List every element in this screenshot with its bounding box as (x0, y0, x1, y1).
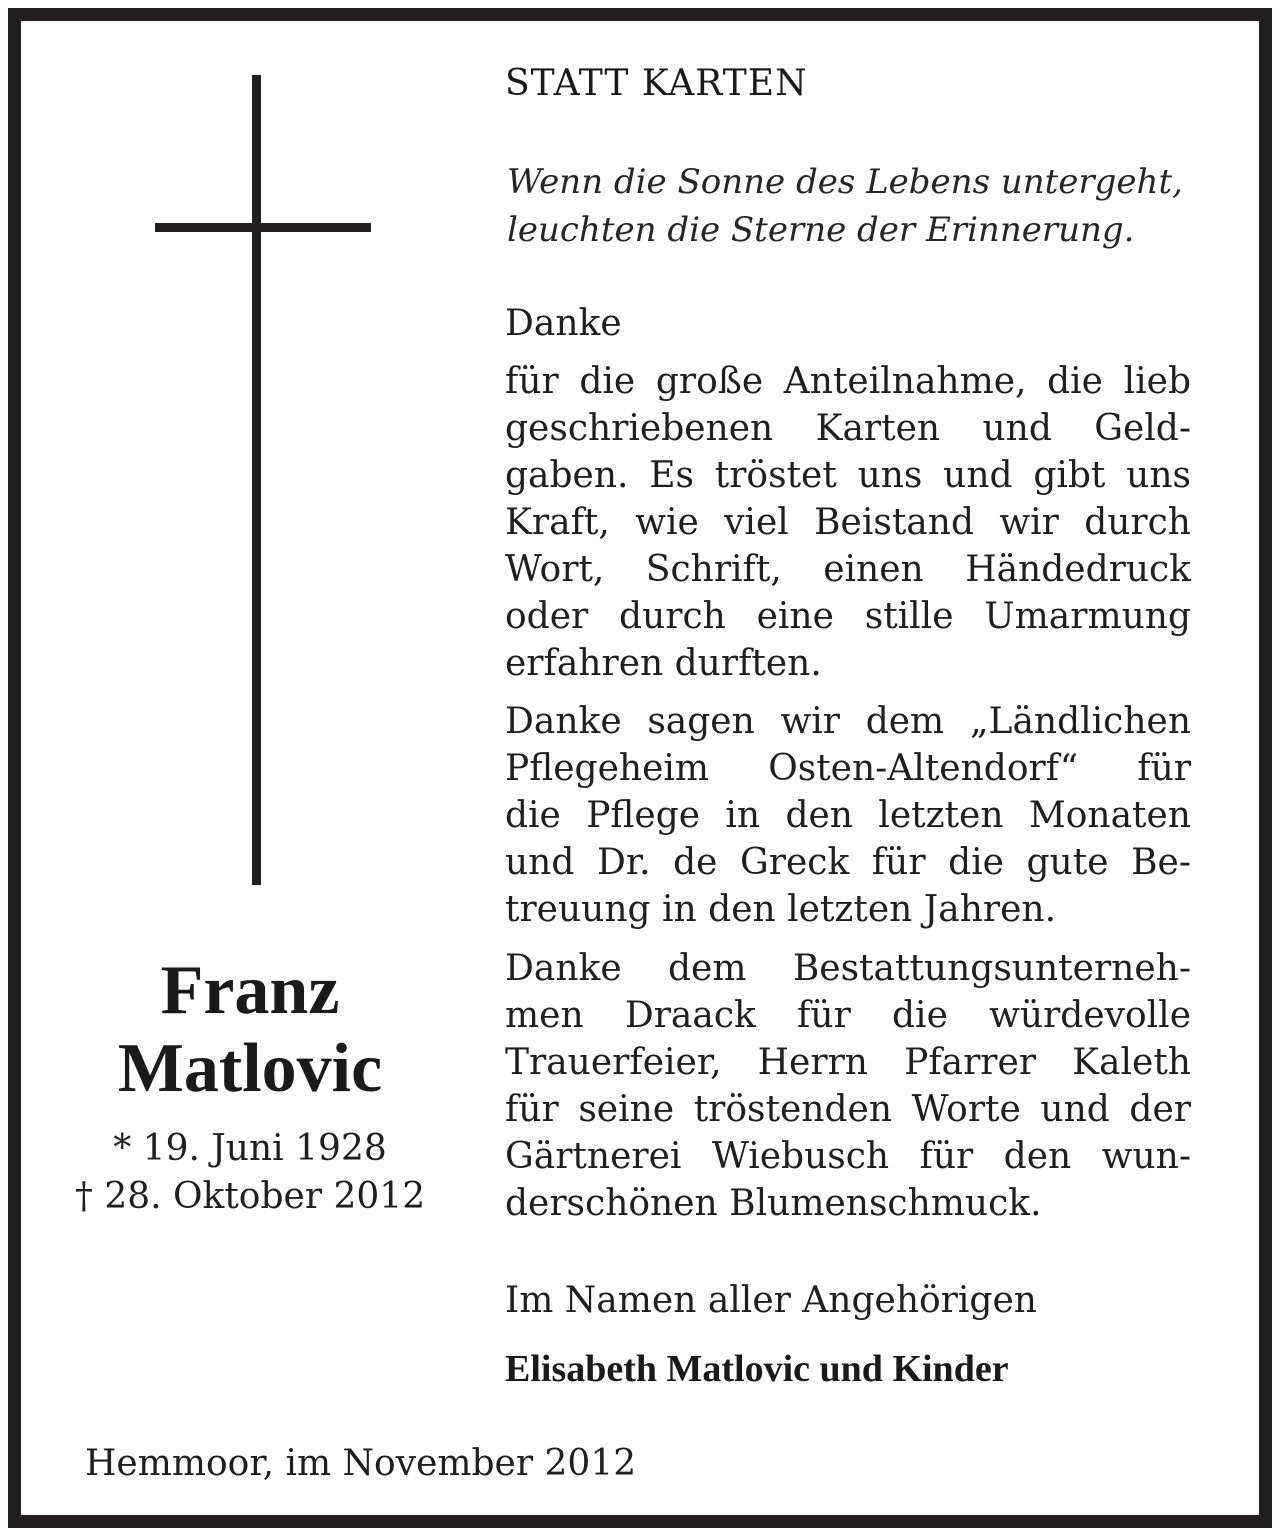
paragraph-line: und Dr. de Greck für die gute Be- (505, 842, 1191, 883)
closing-line: Im Namen aller Angehörigen (505, 1280, 1037, 1321)
birth-date: * 19. Juni 1928 (113, 1128, 387, 1169)
quote-line: Wenn die Sonne des Lebens untergeht, (507, 162, 1183, 202)
paragraph-line: men Draack für die würdevolle (505, 995, 1191, 1036)
deceased-last-name: Matlovic (117, 1030, 383, 1107)
heading-statt-karten: STATT KARTEN (505, 63, 808, 104)
paragraph-line: treuung in den letzten Jahren. (505, 889, 1057, 930)
paragraph-line: Trauerfeier, Herrn Pfarrer Kaleth (505, 1042, 1191, 1083)
paragraph-line: für die große Anteilnahme, die lieb (505, 361, 1191, 402)
deceased-first-name: Franz (160, 952, 340, 1029)
signer-name: Elisabeth Matlovic und Kinder (505, 1348, 1009, 1390)
paragraph-line: oder durch eine stille Umarmung (505, 596, 1191, 637)
cross-vertical-bar (252, 75, 261, 885)
paragraph-line: die Pflege in den letzten Monaten (505, 795, 1191, 836)
cross-horizontal-bar (155, 223, 371, 232)
thanks-paragraph-1 (505, 358, 1191, 687)
paragraph-line: derschönen Blumenschmuck. (505, 1183, 1042, 1224)
paragraph-line: Danke dem Bestattungsunterneh- (505, 948, 1191, 989)
paragraph-line: Gärtnerei Wiebusch für den wun- (505, 1136, 1191, 1177)
paragraph-line: gaben. Es tröstet uns und gibt uns (505, 455, 1191, 496)
death-date: † 28. Oktober 2012 (74, 1176, 426, 1217)
danke-title: Danke (505, 303, 622, 344)
thanks-paragraph-2 (505, 698, 1191, 933)
paragraph-line: Wort, Schrift, einen Händedruck (505, 549, 1191, 590)
quote-line: leuchten die Sterne der Erinnerung. (507, 210, 1135, 250)
paragraph-line: erfahren durften. (505, 643, 822, 684)
paragraph-line: Danke sagen wir dem „Ländlichen (505, 701, 1191, 742)
paragraph-line: Kraft, wie viel Beistand wir durch (505, 502, 1191, 543)
paragraph-line: geschriebenen Karten und Geld- (505, 408, 1191, 449)
memorial-quote (507, 158, 1197, 254)
paragraph-line: für seine tröstenden Worte und der (505, 1089, 1191, 1130)
paragraph-line: Pflegeheim Osten-Altendorf“ für (505, 748, 1191, 789)
thanks-paragraph-3 (505, 945, 1191, 1227)
place-and-date: Hemmoor, im November 2012 (85, 1443, 637, 1484)
